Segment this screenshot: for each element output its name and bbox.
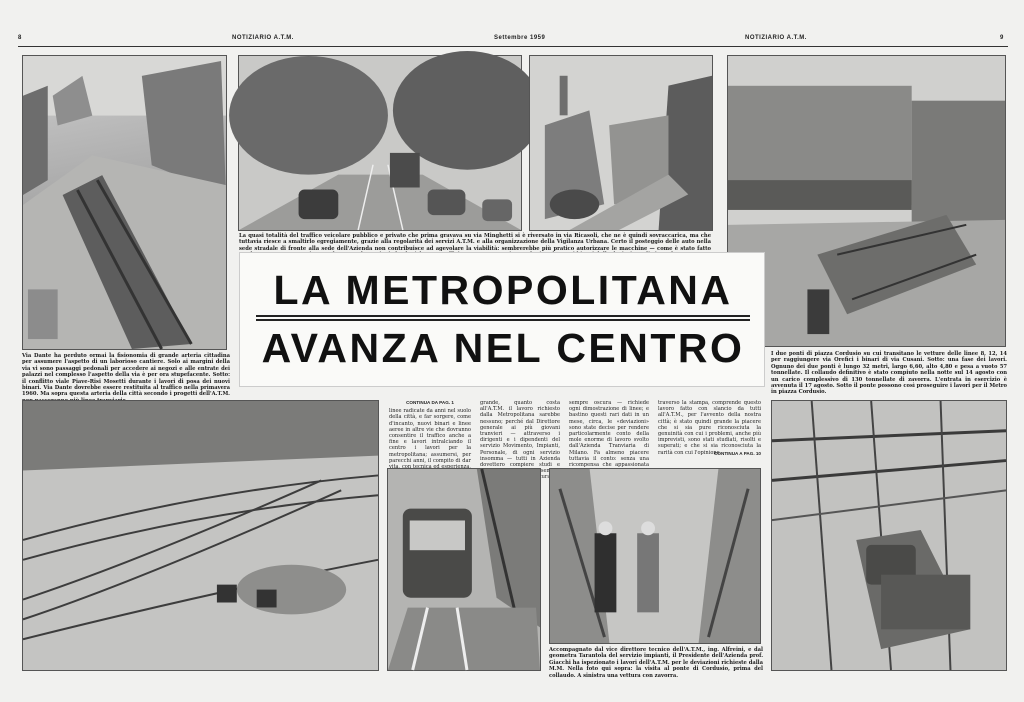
continued-from-label: CONTINUA DA PAG. 1 <box>406 400 454 405</box>
photo-cordusio-bridges <box>727 55 1006 347</box>
issue-date: Settembre 1959 <box>494 35 546 41</box>
headline-divider-2 <box>256 319 750 321</box>
headline-line-1: LA METROPOLITANA <box>273 267 733 313</box>
photo-bridge-inspection <box>549 468 761 644</box>
photo-church-street-view <box>529 55 713 231</box>
left-running-head: NOTIZIARIO A.T.M. <box>232 35 294 41</box>
article-column-1 <box>389 400 471 464</box>
caption-bridge-inspection: Accompagnato dal vice direttore tecnico dell'A.T.M., ing. Alfreini, e dal geometra Tarantola del servizio impianti, il Presidente dell'Azienda prof. Giacchi ha ispezionato i lavori dell'A.T.M. per le deviazioni richieste dalla M.M. Nella foto qui sopra: la visita al ponte di Cordusio, prima del collaudo. A sinistra una vettura con zavorra. <box>549 647 763 679</box>
right-running-head: NOTIZIARIO A.T.M. <box>745 35 807 41</box>
caption-via-dante: Via Dante ha perduto ormai la fisionomia di grande arteria cittadina per assumere l'aspetto di un laborioso cantiere. Solo ai margini della via vi sono passaggi pedonali per accedere ai negozi e alle entrate dei palazzi nel complesso l'aspetto della via è per ora stupefacente. Sotto: il conflitto viale Piave-Risi Mosetti durante i lavori di posa dei nuovi binari. Via Dante dovrebbe essere restituita al traffico nella primavera 1960. Ma sopra questa arteria della città secondo i progetti dell'A.T.M. <box>22 353 230 398</box>
photo-via-ricasoli-traffic <box>238 55 522 231</box>
header-rule <box>18 46 1008 47</box>
caption-cordusio: I due ponti di piazza Cordusio su cui transitano le vetture delle linee 8, 12, 14 per raggiungere via Orefici i binari di via Cusani. Sotto: una fase dei lavori. Ognuno dei due ponti è lungo 32 metri, largo 6,60, alto 4,80 e pesa a vuoto 57 tonnellate. Il collaudo definitivo è stato compiuto nella notte sul 14 agosto con un carico complessivo di 130 tonnellate di zavorra. L'entrata in esercizio è avvenuta il 17 agosto. Sotto il ponte possono così proseguire i lavori per il Metro in piazza Cordusio. <box>771 351 1007 396</box>
left-page-number: 8 <box>18 35 22 41</box>
photo-tram-with-ballast <box>387 468 541 671</box>
caption-via-ricasoli: La quasi totalità del traffico veicolare pubblico e privato che prima gravava su via Minghetti si è riversato in via Ricasoli, che ne è quindi sovraccarica, ma che tuttavia riesce a smaltirlo egregiamente, grazie alla regolarità dei servizi A.T.M. e alla organizzazione della Vigilanza Urbana. Certo il posteggio delle auto nella sede stradale di fronte alla sede dell'Azienda non contribuisce ad agevolare la viabilità: sembrerebbe più pratico autorizzare le macchine — come è stato fatto <box>239 233 711 252</box>
headline-divider <box>256 315 750 317</box>
headline-panel <box>239 252 765 387</box>
headline-line-2: AVANZA NEL CENTRO <box>261 325 745 371</box>
photo-track-junction <box>22 400 379 671</box>
article-column-2: grande, quanto costa all'A.T.M. il lavoro richiesto dalla Metropolitana sarebbe nessuno; perché dal Direttore generale ai più giovani tranvieri — attraverso i dirigenti e i dipendenti del servizio Movimento, Impianti, Personale, di ogni servizio insomma — tutti in Azienda dovettero compiere studi e assicurando <box>480 400 560 481</box>
right-page-number: 9 <box>1000 35 1004 41</box>
article-column-3: sempre oscura — richiede ogni dimostrazione di linee; e bastino questi rari dati in un mese, circa, le «deviazioni» sono state decise per rendere particolarmente conto della mole enorme di lavoro svolto dall'Azienda Tranviaria di Milano. Fa almeno piacere tuttavia il conto: senza una ricompensa che appassionata <box>569 400 649 469</box>
photo-bridge-construction <box>771 400 1007 671</box>
photo-via-dante-excavation <box>22 55 227 350</box>
continued-to-label: CONTINUA A PAG. 10 <box>714 451 761 456</box>
article-col1-text: linee radicate da anni nel suolo della città, e far sorgere, come d'incanto, nuovi binari e linee aeree in altre vie che dovranno consentire il traffico anche a fine e lavori intralciando il centro i lavori per la metropolitana; assumersi, per parecchi anni, il compito di dar <box>389 408 471 464</box>
article-column-4: traverso la stampa, comprende questo lavoro fatto con slancio da tutti all'A.T.M., per l'avvento della nostra città; è stato quindi grande la piacere che si sia pure riconosciuta la genuinità con cui i problemi, anche più imprevisti, sono stati studiati, risolti e superati; e che si sia riconosciuta la rarità con cui l'opinione <box>658 400 761 456</box>
